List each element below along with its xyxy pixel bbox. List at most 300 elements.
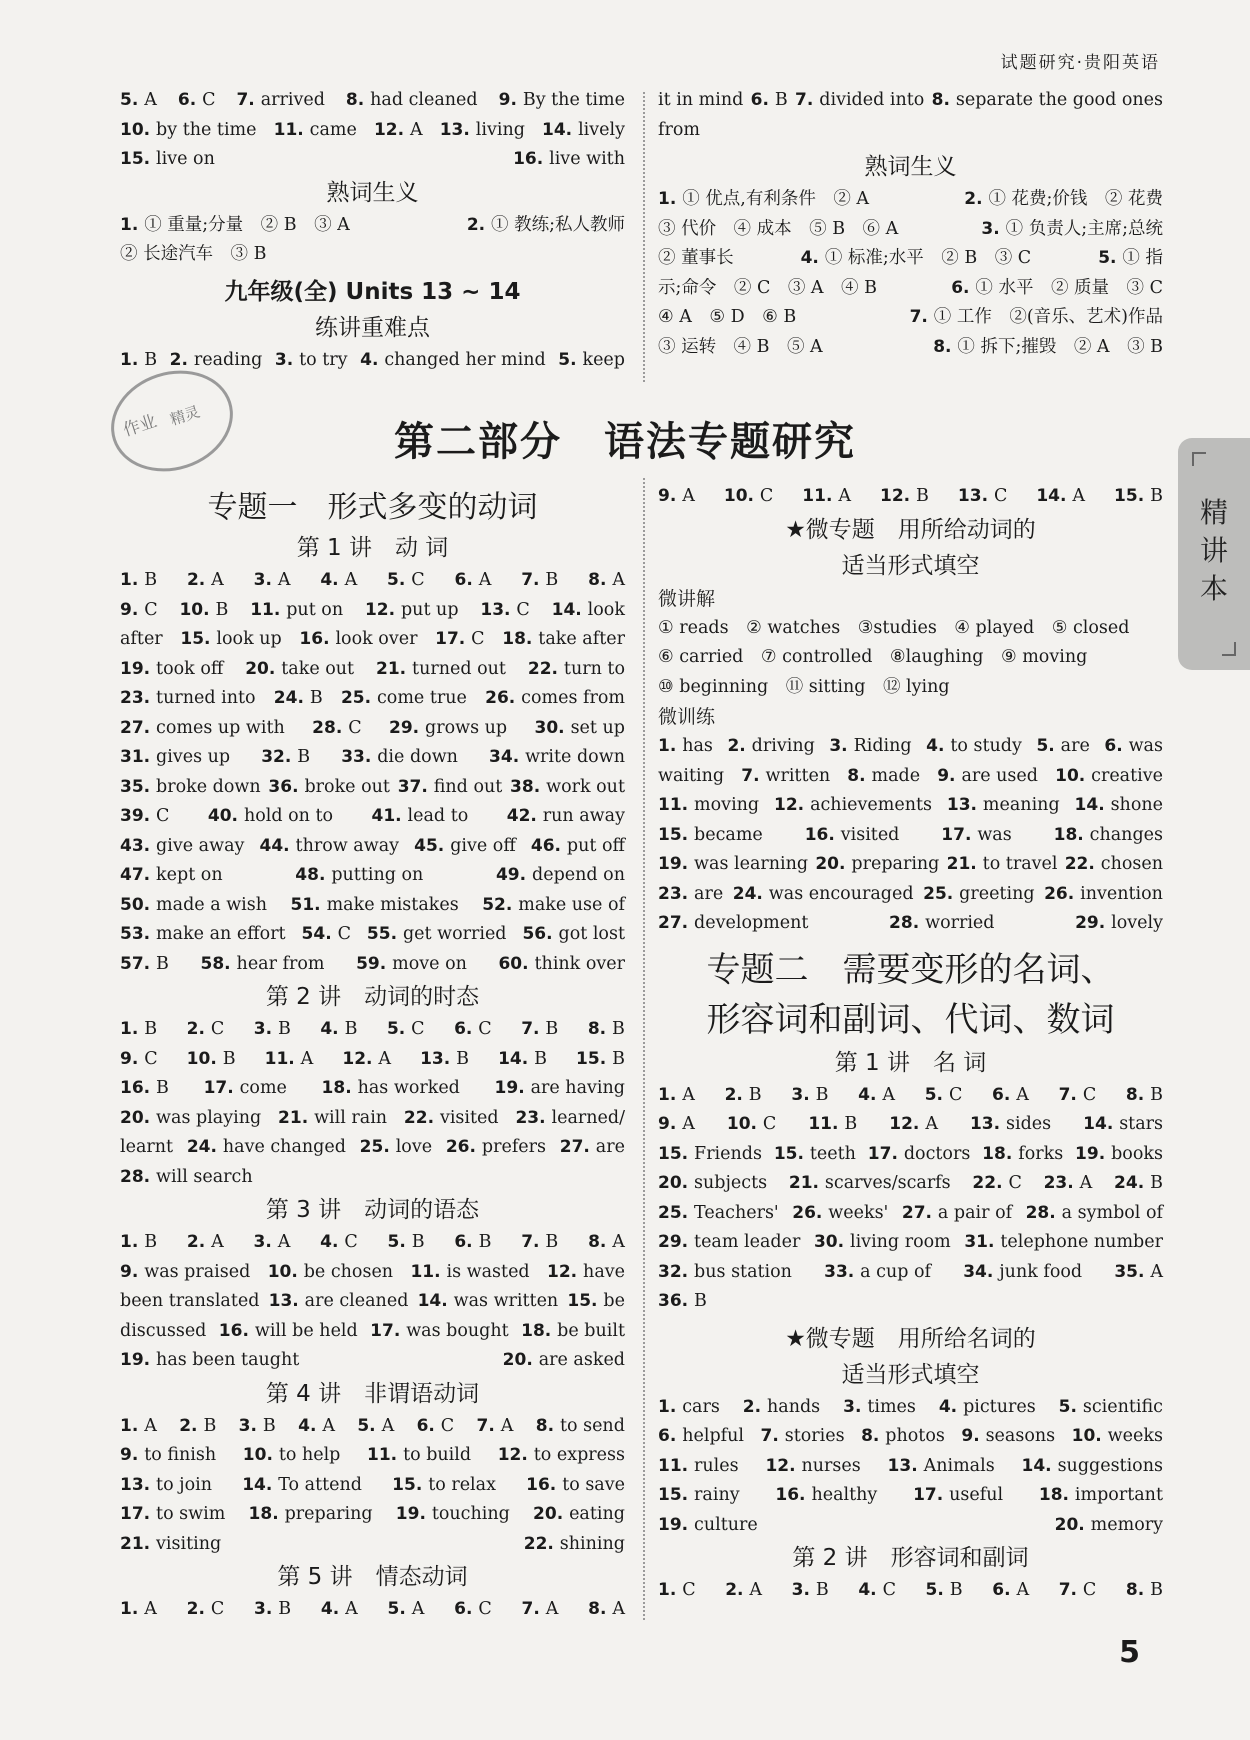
answer-item: [733, 880, 914, 910]
answer-line: [658, 762, 1163, 792]
question-number: 9.: [937, 765, 962, 786]
question-number: 3.: [253, 1232, 278, 1252]
answer-item: [658, 303, 796, 333]
question-number: 1.: [120, 1599, 145, 1619]
answer-item: [576, 1045, 625, 1075]
answer-text: C: [882, 1580, 896, 1600]
answer-item: [180, 625, 281, 655]
answer-item: [120, 1412, 157, 1442]
question-number: 14.: [542, 119, 579, 140]
question-number: 11.: [410, 1261, 447, 1282]
answer-line: [120, 773, 625, 803]
question-number: 3.: [791, 1084, 816, 1105]
answer-item: [889, 1110, 938, 1140]
answer-text: put up: [400, 599, 459, 620]
answer-line: [120, 1500, 625, 1530]
answer-text: make use of: [518, 894, 625, 915]
answer-item: [1075, 1140, 1163, 1170]
answer-item: [120, 1287, 259, 1317]
answer-text: B: [612, 1048, 625, 1069]
answer-item: [658, 1287, 707, 1317]
question-number: 12.: [889, 1114, 926, 1134]
answer-text: photos: [885, 1426, 945, 1446]
answer-item: [498, 1045, 547, 1075]
question-number: 29.: [658, 1232, 695, 1252]
answer-text: shone: [1110, 795, 1163, 815]
answer-line: [120, 86, 625, 116]
question-number: 26.: [445, 1137, 482, 1157]
answer-item: [120, 566, 157, 596]
answer-block: [658, 185, 1163, 362]
answer-item: [515, 1104, 625, 1134]
answer-text: B: [344, 1019, 358, 1039]
answer-item: [521, 1595, 558, 1625]
answer-item: [992, 1081, 1029, 1111]
answer-text: stories: [784, 1426, 845, 1446]
question-number: 6.: [454, 1232, 479, 1252]
answer-text: C: [948, 1084, 963, 1105]
answer-block: [658, 1393, 1163, 1541]
answer-item: [727, 1110, 776, 1140]
answer-text: live on: [156, 149, 215, 169]
question-number: 13.: [957, 486, 994, 506]
answer-text: make an effort: [156, 924, 286, 944]
answer-item: [387, 1228, 424, 1258]
answer-item: [751, 86, 788, 116]
answer-text: B: [815, 1084, 829, 1105]
answer-item: [792, 1576, 829, 1606]
answer-text: C: [210, 1599, 225, 1619]
answer-item: [387, 1015, 425, 1045]
answer-item: [498, 1441, 625, 1471]
answer-item: [367, 1441, 471, 1471]
answer-line: [658, 1199, 1163, 1229]
question-number: 14.: [242, 1474, 279, 1495]
question-number: 7.: [1058, 1580, 1083, 1600]
answer-item: [658, 643, 1087, 673]
question-number: 53.: [120, 924, 157, 944]
answer-item: [926, 732, 1022, 762]
answer-line: [658, 1081, 1163, 1111]
answer-line: [120, 596, 625, 626]
answer-item: [947, 850, 1058, 880]
question-number: 13.: [887, 1455, 924, 1476]
answer-item: [1039, 1481, 1163, 1511]
question-number: 2.: [179, 1415, 204, 1436]
answer-text: C: [344, 1232, 358, 1252]
answer-item: [658, 333, 823, 363]
answer-text: A: [612, 1599, 625, 1619]
answer-text: ① reads ② watches ③studies ④ played ⑤ closed: [658, 617, 1130, 638]
answer-text: B: [277, 1019, 291, 1039]
answer-item: [658, 1169, 767, 1199]
answer-text: subjects: [694, 1173, 768, 1193]
question-number: 3.: [254, 1599, 279, 1619]
question-number: 25.: [359, 1137, 396, 1157]
question-number: 3.: [829, 736, 854, 756]
answer-item: [312, 714, 361, 744]
answer-item: [937, 762, 1038, 792]
question-number: 33.: [824, 1261, 861, 1282]
answer-text: keep: [582, 349, 625, 370]
lesson-title: 第 5 讲 情态动词: [277, 1564, 468, 1590]
answer-text: live with: [549, 149, 625, 169]
answer-text: A: [925, 1114, 938, 1134]
answer-item: [658, 1393, 720, 1423]
answer-item: [658, 1140, 762, 1170]
answer-item: [120, 86, 157, 116]
answer-item: [982, 1140, 1063, 1170]
question-number: 1.: [658, 736, 683, 756]
answer-item: [320, 566, 357, 596]
answer-line: [120, 1595, 625, 1625]
answer-text: B: [916, 486, 929, 506]
question-number: 7.: [521, 1232, 546, 1252]
answer-line: [120, 211, 625, 241]
answer-item: [254, 1595, 291, 1625]
answer-text: after: [120, 629, 163, 649]
answer-item: [1026, 1199, 1163, 1229]
answer-line: [658, 850, 1163, 880]
answer-text: B: [545, 1232, 559, 1252]
answer-item: [658, 1228, 800, 1258]
answer-line: [120, 714, 625, 744]
answer-line: [658, 1481, 1163, 1511]
answer-text: helpful: [682, 1426, 744, 1446]
answer-item: [725, 1081, 762, 1111]
answer-item: [925, 1081, 963, 1111]
question-number: 1.: [658, 1396, 683, 1417]
answer-item: [414, 832, 516, 862]
answer-text: team leader: [694, 1232, 801, 1252]
answer-item: [1059, 1576, 1097, 1606]
answer-item: [389, 714, 507, 744]
answer-text: To attend: [278, 1474, 362, 1495]
answer-text: ① 指: [1122, 248, 1163, 268]
question-number: 5.: [1098, 248, 1123, 268]
question-number: 5.: [386, 1019, 412, 1039]
answer-text: ⑩ beginning ⑪ sitting ⑫ lying: [658, 676, 950, 697]
lesson-title: 第 2 讲 动词的时态: [265, 984, 480, 1010]
answer-text: A: [144, 90, 157, 110]
answer-text: weeks': [828, 1202, 889, 1223]
answer-text: to help: [278, 1445, 341, 1465]
question-number: 9.: [120, 1048, 145, 1069]
answer-item: [588, 566, 625, 596]
answer-item: [658, 850, 808, 880]
question-number: 4.: [320, 1019, 345, 1039]
answer-item: [496, 861, 625, 891]
answer-text: are cleaned: [304, 1291, 409, 1311]
answer-item: [250, 596, 343, 626]
question-number: 12.: [774, 795, 811, 815]
question-number: 3.: [791, 1580, 816, 1600]
answer-item: [254, 1015, 291, 1045]
question-number: 20.: [815, 854, 852, 874]
question-number: 34.: [489, 747, 526, 767]
question-number: 16.: [526, 1474, 563, 1495]
answer-line: [658, 1511, 1163, 1541]
answer-line: [120, 116, 625, 146]
answer-text: C: [210, 1019, 225, 1039]
answer-text: prefers: [481, 1137, 546, 1157]
answer-text: turned into: [156, 688, 256, 708]
answer-item: [365, 596, 459, 626]
answer-text: was written: [453, 1291, 559, 1311]
question-number: 18.: [502, 629, 539, 649]
question-number: 22.: [403, 1107, 440, 1128]
question-number: 36.: [658, 1291, 695, 1311]
answer-item: [658, 86, 743, 116]
lesson-title: 第 1 讲 动 词: [296, 535, 449, 561]
question-number: 15.: [773, 1143, 810, 1164]
answer-text: A: [381, 1415, 395, 1436]
answer-item: [858, 1576, 896, 1606]
question-number: 14.: [1036, 486, 1073, 506]
answer-item: [1059, 1393, 1163, 1423]
answer-line: [658, 1110, 1163, 1140]
answer-text: changes: [1089, 824, 1163, 845]
answer-text: C: [348, 717, 362, 738]
answer-item: [923, 880, 1034, 910]
question-number: 24.: [732, 883, 769, 904]
answer-block: [120, 211, 625, 270]
answer-item: [1114, 1169, 1163, 1199]
answer-line: [658, 215, 1163, 245]
answer-item: [446, 1133, 546, 1163]
answer-item: [658, 673, 950, 703]
answer-item: [120, 1074, 169, 1104]
answer-block: [658, 732, 1163, 939]
answer-text: A: [144, 1415, 157, 1436]
answer-text: A: [1016, 1580, 1030, 1600]
answer-item: [1022, 1452, 1163, 1482]
answer-text: Teachers': [694, 1202, 779, 1223]
answer-text: A: [682, 1084, 695, 1105]
answer-text: B: [456, 1048, 470, 1069]
question-number: 28.: [889, 913, 926, 933]
answer-item: [253, 1228, 290, 1258]
answer-item: [531, 832, 625, 862]
question-number: 22.: [523, 1533, 560, 1554]
question-number: 17.: [435, 629, 472, 649]
answer-text: ① 工作 ②(音乐、艺术)作品: [933, 307, 1163, 327]
answer-line: [120, 1228, 625, 1258]
answer-text: B: [694, 1291, 707, 1311]
question-number: 7.: [909, 307, 934, 327]
question-number: 18.: [1053, 824, 1090, 845]
question-number: 12.: [342, 1048, 379, 1069]
answer-text: doctors: [903, 1143, 971, 1164]
answer-text: teeth: [809, 1143, 856, 1164]
answer-item: [374, 116, 423, 146]
answer-text: C: [478, 1599, 492, 1619]
question-number: 39.: [120, 806, 157, 826]
answer-item: [761, 1422, 845, 1452]
answer-item: [201, 950, 325, 980]
answer-text: times: [867, 1396, 916, 1417]
question-number: 19.: [658, 854, 695, 874]
question-number: 60.: [498, 953, 535, 974]
question-number: 4.: [858, 1580, 883, 1600]
question-number: 9.: [498, 90, 523, 110]
answer-line: [658, 303, 1163, 333]
answer-line: [120, 861, 625, 891]
side-tab: [1178, 438, 1250, 670]
answer-item: [322, 1074, 460, 1104]
answer-item: [658, 1422, 744, 1452]
answer-item: [868, 1140, 971, 1170]
answer-item: [795, 86, 924, 116]
question-number: 43.: [120, 835, 157, 856]
answer-text: C: [682, 1580, 696, 1600]
answer-item: [658, 909, 808, 939]
question-number: 15.: [576, 1048, 613, 1069]
question-number: 49.: [495, 865, 533, 885]
answer-text: put off: [566, 835, 625, 856]
question-number: 6.: [992, 1084, 1017, 1105]
answer-text: to save: [562, 1474, 625, 1495]
answer-item: [455, 566, 492, 596]
answer-item: [120, 950, 169, 980]
question-number: 40.: [207, 806, 244, 826]
question-number: 20.: [658, 1173, 695, 1193]
question-number: 30.: [534, 717, 571, 738]
answer-text: A: [682, 1114, 695, 1134]
answer-text: A: [277, 570, 291, 590]
answer-item: [861, 1422, 945, 1452]
question-number: 7.: [521, 1019, 546, 1039]
answer-text: make mistakes: [326, 894, 459, 915]
question-number: 1.: [658, 1084, 683, 1105]
answer-item: [526, 1471, 625, 1501]
answer-text: B: [612, 1019, 625, 1039]
answer-item: [370, 1317, 509, 1347]
answer-text: are: [595, 1137, 625, 1157]
answer-line: [120, 1412, 625, 1442]
answer-text: B: [478, 1232, 492, 1252]
answer-item: [120, 1595, 157, 1625]
answer-item: [179, 596, 228, 626]
question-number: 20.: [502, 1350, 539, 1370]
question-number: 13.: [120, 1474, 157, 1495]
answer-item: [120, 802, 169, 832]
answer-text: depend on: [532, 865, 625, 885]
answer-text: hands: [766, 1396, 821, 1417]
answer-item: [507, 802, 625, 832]
answer-line: [120, 655, 625, 685]
answer-text: grows up: [425, 717, 508, 738]
question-number: 9.: [120, 599, 145, 620]
question-number: 9.: [120, 1445, 145, 1465]
question-number: 10.: [179, 599, 216, 620]
question-number: 2.: [186, 570, 212, 590]
question-number: 15.: [658, 824, 695, 845]
question-number: 19.: [120, 1350, 157, 1370]
question-number: 29.: [1075, 913, 1112, 933]
answer-text: be: [603, 1291, 625, 1311]
answer-item: [208, 802, 333, 832]
answer-text: came: [309, 119, 357, 140]
question-number: 58.: [200, 953, 237, 974]
question-number: 19.: [1075, 1143, 1112, 1164]
answer-text: B: [222, 1048, 236, 1069]
answer-item: [1083, 1110, 1163, 1140]
answer-block: [120, 86, 625, 175]
question-number: 13.: [420, 1048, 457, 1069]
answer-item: [725, 1576, 762, 1606]
question-number: 27.: [901, 1202, 938, 1223]
answer-item: [521, 1015, 558, 1045]
answer-text: arrived: [260, 90, 325, 110]
answer-item: [120, 1228, 157, 1258]
answer-item: [120, 1015, 157, 1045]
question-number: 13.: [439, 119, 476, 140]
answer-item: [902, 1199, 1012, 1229]
answer-text: worried: [925, 913, 995, 933]
answer-block: [120, 566, 625, 979]
answer-item: [482, 891, 625, 921]
answer-text: eating: [569, 1504, 625, 1524]
question-number: 51.: [290, 894, 327, 915]
answer-item: [658, 614, 1129, 644]
answer-text: A: [749, 1580, 763, 1600]
answer-text: written: [765, 765, 831, 786]
answer-item: [485, 684, 625, 714]
answer-item: [727, 732, 814, 762]
question-number: 2.: [742, 1396, 767, 1417]
answer-item: [524, 1530, 625, 1560]
answer-item: [815, 850, 939, 880]
answer-text: C: [156, 806, 170, 826]
answer-text: A: [500, 1415, 514, 1436]
question-number: 6.: [454, 570, 479, 590]
question-number: 4.: [938, 1396, 964, 1417]
question-number: 10.: [726, 1114, 763, 1134]
answer-item: [357, 1412, 394, 1442]
answer-block: [658, 614, 1163, 703]
answer-text: Riding: [853, 736, 912, 756]
answer-item: [1072, 1422, 1163, 1452]
answer-item: [888, 1452, 995, 1482]
question-number: 6.: [992, 1580, 1017, 1600]
answer-line: [658, 86, 1163, 116]
answer-item: [187, 1133, 346, 1163]
lesson-title: 第 1 讲 名 词: [834, 1049, 987, 1076]
answer-item: [533, 1500, 625, 1530]
answer-text: C: [202, 90, 216, 110]
answer-item: [219, 1317, 358, 1347]
answer-text: A: [344, 570, 358, 590]
answer-item: [1114, 482, 1163, 512]
answer-line: [658, 673, 1163, 703]
answer-item: [360, 1133, 432, 1163]
answer-block: [658, 482, 1163, 512]
answer-text: die down: [377, 747, 458, 767]
question-number: 8.: [931, 90, 956, 110]
question-number: 1.: [120, 1019, 145, 1039]
answer-line: [658, 1287, 1163, 1317]
answer-text: Friends: [694, 1143, 762, 1164]
answer-item: [658, 1576, 696, 1606]
question-number: 18.: [248, 1504, 285, 1524]
answer-item: [503, 1346, 625, 1376]
answer-text: C: [478, 1019, 492, 1039]
answer-item: [454, 1228, 491, 1258]
answer-text: A: [682, 486, 695, 506]
answer-text: B: [844, 1114, 858, 1134]
question-number: 3.: [253, 570, 278, 590]
